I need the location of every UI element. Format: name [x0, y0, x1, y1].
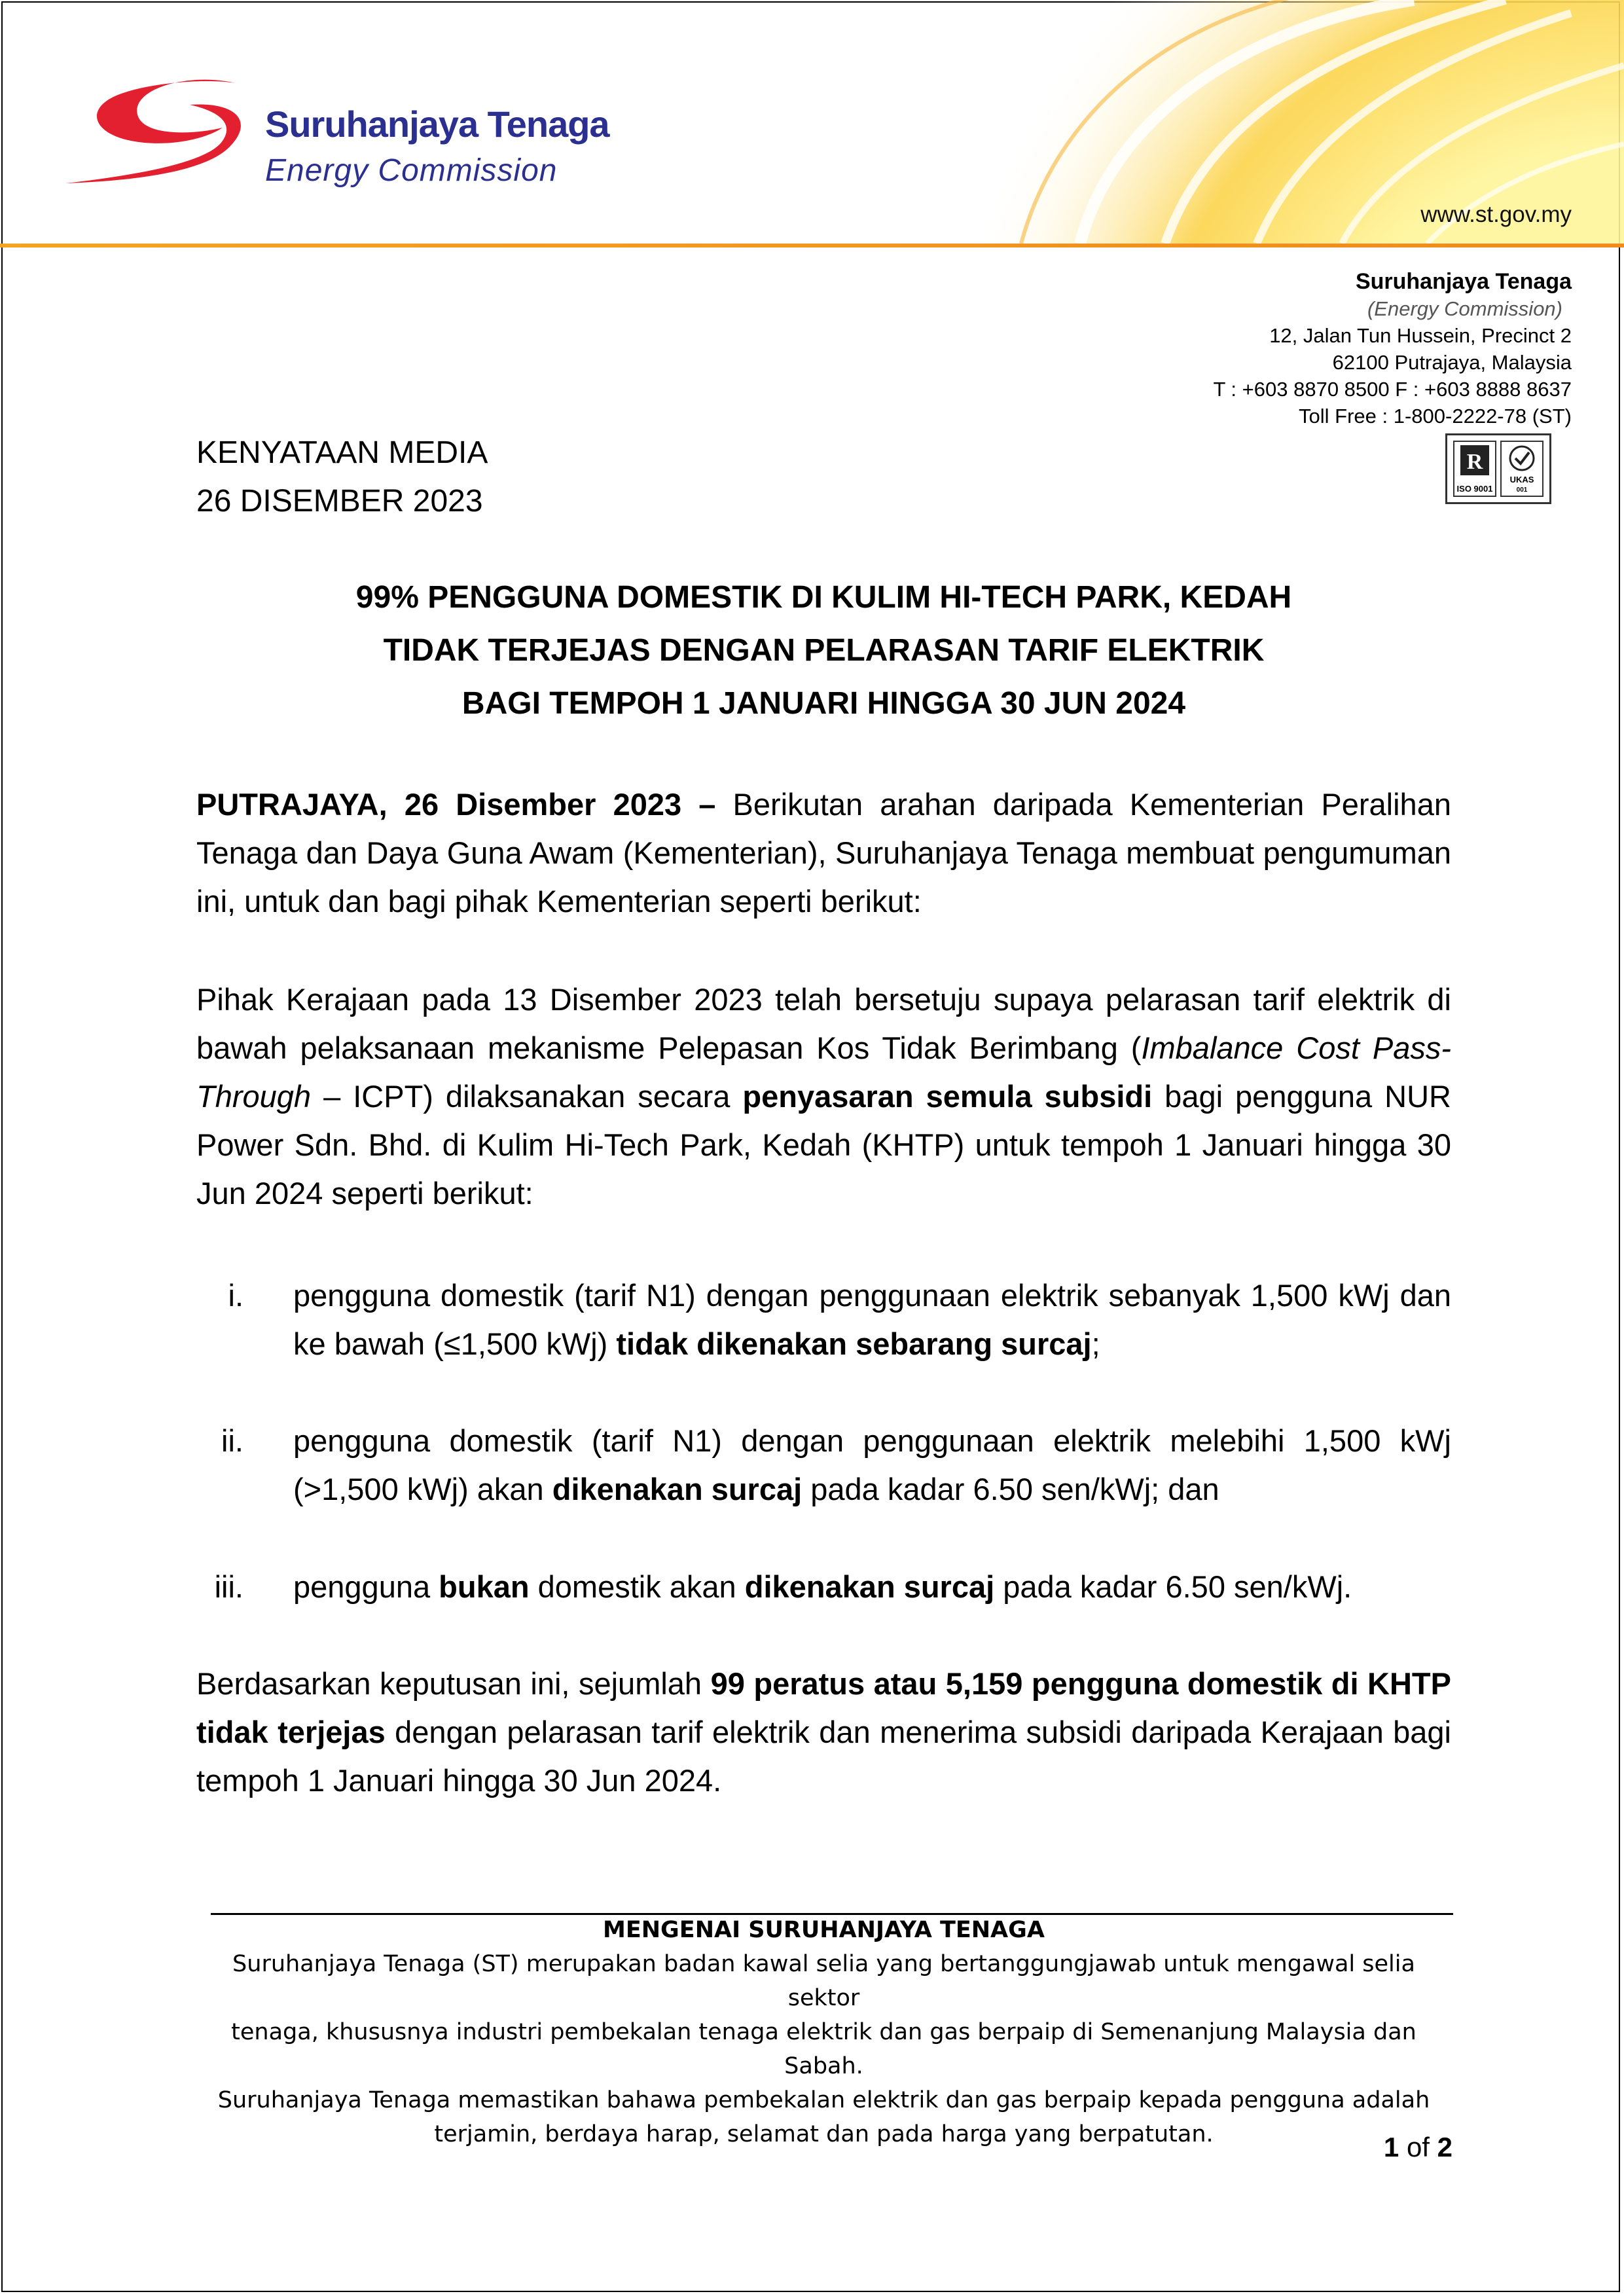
paragraph-3-text-a: Berdasarkan keputusan ini, sejumlah	[196, 1666, 711, 1701]
list-bold: bukan	[439, 1569, 530, 1604]
page-title	[196, 571, 1451, 730]
header-divider	[0, 244, 1624, 247]
org-name: Suruhanjaya Tenaga	[1355, 269, 1572, 294]
logo-text-malay: Suruhanjaya Tenaga	[265, 103, 609, 145]
list-text-a: pengguna domestik (tarif N1) dengan penggunaan elektrik sebanyak 1,500 kWj dan ke bawah (≤1,500 kWj)	[293, 1278, 1451, 1361]
list-text-b: domestik akan	[529, 1569, 745, 1604]
dateline: PUTRAJAYA, 26 Disember 2023 –	[196, 787, 716, 822]
icpt-english-term: Imbalance Cost Pass-Through	[196, 1030, 1451, 1114]
logo	[59, 75, 661, 193]
paragraph-2	[196, 975, 1451, 1218]
page-number	[1384, 2132, 1453, 2163]
svg-text:R: R	[1466, 450, 1483, 474]
paragraph-2-text-a: Pihak Kerajaan pada 13 Disember 2023 telah bersetuju supaya pelarasan tarif elektrik di bawah pelaksanaan mekanisme Pelepasan Kos Tidak Berimbang (	[196, 982, 1451, 1065]
subsidy-retargeting: penyasaran semula subsidi	[742, 1079, 1153, 1114]
iso-cert-mark	[1453, 441, 1496, 497]
ukas-label: UKAS	[1509, 475, 1534, 484]
list-text	[293, 1563, 1451, 1611]
paragraph-3-text-b: dengan pelarasan tarif elektrik dan menerima subsidi daripada Kerajaan bagi tempoh 1 Januari hingga 30 Jun 2024.	[196, 1715, 1451, 1798]
list-bold-2: dikenakan surcaj	[744, 1569, 995, 1604]
list-bold: tidak dikenakan sebarang surcaj	[616, 1326, 1092, 1361]
ukas-check-icon	[1507, 444, 1536, 473]
iso-label: ISO 9001	[1456, 484, 1493, 494]
ukas-code: 001	[1516, 486, 1528, 494]
address-line-2: 62100 Putrajaya, Malaysia	[1332, 351, 1572, 374]
list-text	[293, 1417, 1451, 1514]
list-bold: dikenakan surcaj	[552, 1472, 803, 1506]
iso-certification-badge	[1445, 433, 1551, 504]
list-text-c: pada kadar 6.50 sen/kWj.	[994, 1569, 1352, 1604]
total-pages: 2	[1437, 2132, 1453, 2162]
list-text-a: pengguna	[293, 1569, 439, 1604]
about-line-1: Suruhanjaya Tenaga (ST) merupakan badan kawal selia yang bertanggungjawab untuk mengawal selia sektor	[232, 1951, 1415, 2011]
page-of: of	[1406, 2132, 1430, 2162]
org-name-english: (Energy Commission)	[1367, 297, 1562, 320]
address-line-1: 12, Jalan Tun Hussein, Precinct 2	[1269, 324, 1572, 347]
statement-type: KENYATAAN MEDIA	[196, 435, 488, 470]
logo-text-english: Energy Commission	[265, 153, 558, 188]
about-line-3: Suruhanjaya Tenaga memastikan bahawa pembekalan elektrik dan gas berpaip kepada pengguna adalah	[217, 2087, 1430, 2113]
ukas-mark	[1500, 441, 1543, 497]
logo-swoosh-icon	[59, 75, 268, 193]
title-line-2: TIDAK TERJEJAS DENGAN PELARASAN TARIF ELEKTRIK	[383, 633, 1265, 668]
about-section	[196, 1913, 1451, 2151]
about-heading: MENGENAI SURUHANJAYA TENAGA	[603, 1917, 1045, 1943]
paragraph-2-text-c: bagi pengguna NUR Power Sdn. Bhd. di Kulim Hi-Tech Park, Kedah (KHTP) untuk tempoh 1 Januari hingga 30 Jun 2024 seperti berikut:	[196, 1079, 1451, 1211]
list-number: ii.	[221, 1423, 244, 1458]
list-text-a: pengguna domestik (tarif N1) dengan penggunaan elektrik melebihi 1,500 kWj (>1,500 kWj) akan	[293, 1423, 1451, 1506]
phone-fax: T : +603 8870 8500 F : +603 8888 8637	[1213, 378, 1572, 401]
about-line-2: tenaga, khususnya industri pembekalan tenaga elektrik dan gas berpaip di Semenanjung Malaysia dan Sabah.	[231, 2019, 1416, 2079]
letterhead	[0, 0, 1624, 249]
list-number: iii.	[214, 1569, 244, 1604]
paragraph-2-text-b: – ICPT) dilaksanakan secara	[311, 1079, 743, 1114]
paragraph-3	[196, 1660, 1451, 1805]
list-number: i.	[228, 1278, 244, 1313]
about-line-4: terjamin, berdaya harap, selamat dan pada harga yang berpatutan.	[434, 2121, 1214, 2147]
lr-logo-icon	[1459, 444, 1490, 477]
address-block	[1213, 268, 1572, 429]
list-text-b: pada kadar 6.50 sen/kWj; dan	[802, 1472, 1219, 1506]
title-line-3: BAGI TEMPOH 1 JANUARI HINGGA 30 JUN 2024	[461, 686, 1186, 721]
paragraph-1-text: Berikutan arahan daripada Kementerian Peralihan Tenaga dan Daya Guna Awam (Kementerian), Suruhanjaya Tenaga membuat pengumuman ini, untuk dan bagi pihak Kementerian seperti berikut:	[196, 787, 1451, 919]
key-finding: 99 peratus atau 5,159 pengguna domestik di KHTP tidak terjejas	[196, 1666, 1451, 1749]
list-text	[293, 1271, 1451, 1368]
current-page: 1	[1383, 2132, 1399, 2162]
paragraph-1	[196, 780, 1451, 926]
toll-free: Toll Free : 1-800-2222-78 (ST)	[1299, 405, 1572, 428]
title-line-1: 99% PENGGUNA DOMESTIK DI KULIM HI-TECH PARK, KEDAH	[355, 580, 1292, 615]
statement-date: 26 DISEMBER 2023	[196, 484, 483, 519]
list-text-b: ;	[1091, 1326, 1100, 1361]
website-url[interactable]: www.st.gov.my	[1420, 202, 1572, 227]
media-statement-block	[196, 429, 488, 526]
